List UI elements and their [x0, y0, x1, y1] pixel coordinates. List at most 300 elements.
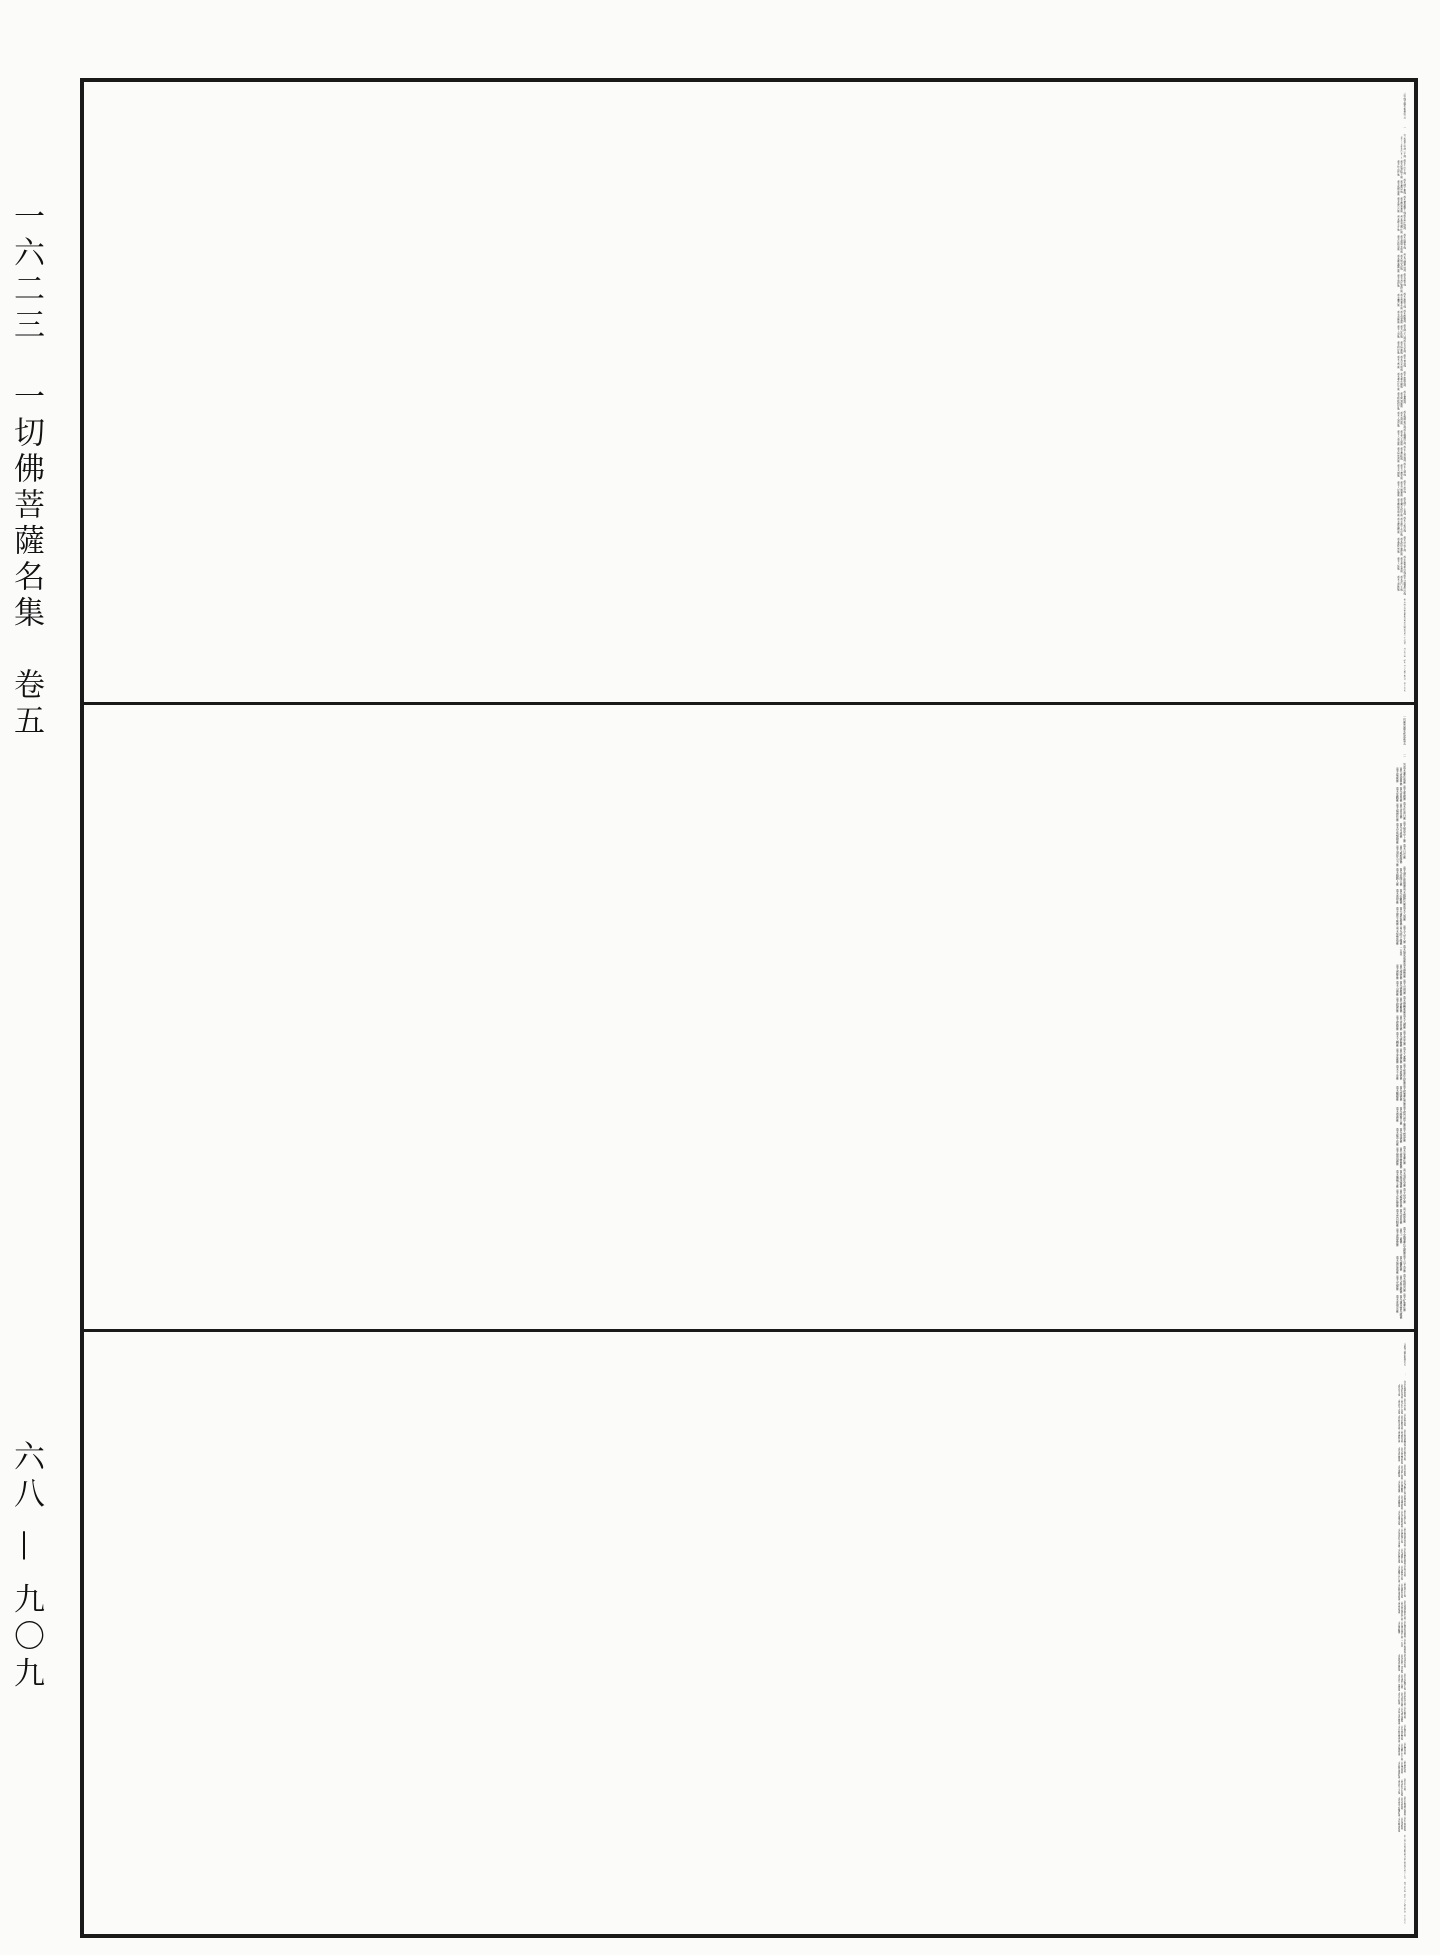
buddha-name: 南无阿須輪王佛	[1399, 160, 1403, 179]
text-column	[1397, 1725, 1406, 1743]
buddha-name: 南无好觀佛	[1399, 889, 1403, 905]
text-column	[1397, 1398, 1406, 1414]
buddha-name: 南无蓮花香佛	[1399, 556, 1403, 573]
buddha-name: 南无寶滅構佛	[1396, 517, 1400, 534]
buddha-name: 南无藏香自在佛	[1397, 1565, 1401, 1583]
buddha-name: 南无須弥身佛	[1402, 1168, 1406, 1187]
buddha-name: 南无過十光佛	[1397, 1399, 1401, 1414]
buddha-name: 南无尊乘佛	[1400, 1817, 1403, 1830]
text-column	[1397, 1548, 1406, 1565]
buddha-name: 南无德嚴佛	[1399, 980, 1403, 996]
text-column	[1397, 1429, 1406, 1446]
buddha-name: 南无燈光行佛	[1403, 1691, 1406, 1706]
buddha-name: 南无言從佛	[1403, 479, 1406, 493]
page-frame	[80, 78, 1418, 1938]
buddha-name: 南无蓮花寶光藏佛	[1399, 1294, 1403, 1319]
buddha-name: 南无善住佛	[1399, 803, 1403, 819]
buddha-name: 南无共發意佛	[1403, 1652, 1406, 1668]
text-column	[1395, 1254, 1406, 1273]
editor-credit: 利州太子寺講經論沙門德雲 集	[1400, 136, 1403, 159]
buddha-name: 南无金剛蓮花光嚴佛	[1402, 1227, 1406, 1255]
buddha-name: 南无摩德佛	[1399, 964, 1403, 980]
buddha-name: 南无安王佛	[1397, 1383, 1401, 1396]
buddha-name: 南无攝根佛	[1399, 1255, 1403, 1271]
buddha-name: 南无無量善佛	[1396, 446, 1400, 463]
buddha-name: 南无惠光佛	[1403, 1413, 1406, 1426]
buddha-name: 南无常觀佛	[1395, 787, 1399, 803]
buddha-name: 南无寶實佛	[1403, 1493, 1406, 1506]
buddha-name: 南无寶樹佛	[1400, 1480, 1403, 1493]
text-column	[1397, 1446, 1406, 1464]
buddha-name: 南无翼從樹佛	[1399, 907, 1403, 926]
text-column	[1397, 1639, 1406, 1653]
text-column	[1397, 446, 1406, 463]
buddha-name: 南无作壹行佛	[1402, 802, 1406, 821]
buddha-name: 南无梅檀宮佛	[1402, 1273, 1406, 1293]
text-column	[1395, 1274, 1406, 1293]
buddha-name: 南无種種相好佛	[1396, 391, 1400, 411]
buddha-name: 南无大好樂佛	[1396, 480, 1400, 497]
buddha-name: 南无常雨華佛	[1399, 480, 1403, 497]
buddha-name: 南无幢幢好佛	[1403, 428, 1406, 445]
colophon-line: 施主奉國上將軍加鎮軍將軍封廣平縣開國侯食邑一千户食	[1403, 1834, 1406, 1879]
buddha-name: 南无成作光佛	[1400, 1692, 1403, 1707]
volume-heading: 一切佛菩薩名集卷第五 二 勿	[1402, 715, 1406, 767]
buddha-name: 南无無量蓋佛	[1397, 1817, 1401, 1833]
buddha-name: 南无寶輪佛	[1399, 446, 1403, 461]
text-column	[1397, 1742, 1406, 1760]
text-column	[1397, 516, 1406, 536]
buddha-name: 南无蓮花德佛	[1400, 1707, 1403, 1723]
buddha-name: 南无智慧威佛	[1395, 926, 1399, 945]
subheading: 未來星宿劫一千佛	[1403, 136, 1406, 158]
buddha-name: 南无寶淨佛	[1402, 1126, 1406, 1142]
buddha-name: 南无梅檀色佛	[1395, 803, 1399, 822]
text-column	[1397, 1582, 1406, 1600]
text-column	[1397, 1527, 1406, 1547]
text-column	[1397, 1564, 1406, 1582]
buddha-name: 南无師子幢佛	[1399, 926, 1403, 945]
buddha-name: 南无寶意佛	[1399, 179, 1403, 193]
buddha-name: 南无大勇現佛	[1403, 445, 1406, 462]
text-column	[1395, 766, 1406, 785]
text-column	[1397, 324, 1406, 340]
buddha-name: 南无樹王中王佛	[1400, 1743, 1403, 1761]
text-column	[1397, 273, 1406, 293]
buddha-name: 南无寶室佛	[1402, 1207, 1406, 1223]
buddha-name: 南无摩尼珠腹佛	[1402, 866, 1406, 888]
text-column	[1397, 1414, 1406, 1430]
text-column	[1397, 214, 1406, 234]
buddha-name: 南无師子牙佛	[1396, 215, 1400, 231]
buddha-name: 南无淨懷佛	[1396, 310, 1400, 324]
buddha-name: 南无寶光佛	[1397, 1743, 1401, 1756]
buddha-name: 南无摩德佛	[1399, 1086, 1403, 1102]
buddha-name: 南无誑義佛	[1399, 310, 1403, 324]
buddha-name: 南无成辦事佛	[1396, 179, 1400, 196]
panel-1	[84, 82, 1414, 702]
buddha-name: 南无上寶蓋佛	[1403, 1816, 1406, 1831]
buddha-name: 南无無量德光王佛	[1400, 1601, 1403, 1621]
buddha-name: 南无尼拘類樹佛	[1395, 823, 1399, 845]
buddha-name: 南无衆生所樂燈佛	[1397, 1797, 1401, 1817]
buddha-name: 南无梅檀相好佛	[1403, 410, 1406, 429]
buddha-name: 南无須弥山力佛	[1395, 845, 1399, 867]
buddha-name: 南无寶從雷佛	[1396, 537, 1400, 553]
buddha-name: 南无德豐佛	[1402, 963, 1406, 979]
buddha-name: 南无衆尊聚佛	[1395, 1228, 1399, 1247]
buddha-name: 南无能仁仙佛	[1400, 1465, 1403, 1480]
buddha-name: 南无無能屈香光佛	[1403, 1527, 1406, 1547]
buddha-name: 南无等蓮花佛	[1402, 1146, 1406, 1165]
buddha-name: 南无無憂封佛	[1399, 254, 1403, 271]
buddha-name: 南无目犍連姓佛	[1403, 253, 1406, 272]
buddha-name: 南无從寶出佛	[1397, 1548, 1401, 1564]
buddha-name: 南无福德光明佛	[1399, 234, 1403, 254]
buddha-name: 南无不虛稱道佛	[1400, 1510, 1403, 1528]
text-column	[1397, 1621, 1406, 1639]
buddha-name: 南无作吉祥佛	[1396, 160, 1400, 176]
buddha-name: 南无德養佛	[1399, 1031, 1403, 1048]
buddha-name: 南无無量類佛	[1400, 1725, 1403, 1741]
buddha-name: 南无師子口佛	[1403, 323, 1406, 340]
text-column	[1397, 1760, 1406, 1778]
buddha-name: 南无由寶蓮花德佛	[1403, 1796, 1406, 1816]
buddha-name: 南无過上歩佛	[1397, 1779, 1401, 1794]
buddha-name: 南无無畏相好佛	[1403, 555, 1406, 574]
text-column	[1397, 1778, 1406, 1796]
buddha-name: 南无普現光佛	[1395, 1294, 1399, 1313]
buddha-name: 南无大香熏佛	[1396, 429, 1400, 446]
text-column	[1395, 906, 1406, 925]
buddha-name: 南无無深濁佛	[1399, 1170, 1403, 1189]
buddha-name: 南无無量聚會佛	[1397, 1725, 1401, 1743]
buddha-name: 南无雜勝人佛	[1395, 868, 1399, 887]
volume-heading: 一切佛菩薩名集卷第五 一 勿	[1403, 92, 1406, 137]
text-column	[1395, 925, 1406, 944]
buddha-name: 南无尊德佛	[1395, 1107, 1399, 1123]
text-column	[1395, 802, 1406, 821]
buddha-name: 南无寶花制德佛	[1403, 1620, 1406, 1638]
buddha-name: 南无寶礙佛	[1397, 1621, 1401, 1634]
buddha-name: 南无江仙佛	[1397, 1692, 1401, 1705]
buddha-name: 南无莊嚴一切意佛	[1400, 1654, 1403, 1674]
text-column	[1395, 1014, 1406, 1030]
buddha-name: 南无蓮花化生佛	[1396, 372, 1400, 391]
buddha-name: 南无寶明佛	[1403, 1760, 1406, 1773]
buddha-name: 南无梵王德佛	[1399, 429, 1403, 446]
buddha-name: 南无王中王佛	[1403, 158, 1406, 175]
buddha-name: 南无大相好佛	[1403, 516, 1406, 533]
page-number: 六八 — 九〇九	[8, 1440, 44, 1694]
buddha-name: 南无出須弥山頂佛	[1397, 1528, 1401, 1548]
buddha-name: 南无梅檀香佛	[1399, 1189, 1403, 1208]
text-column	[1397, 391, 1406, 411]
buddha-name: 南无無量寶從佛	[1400, 1447, 1403, 1465]
colophon-line: 實封一伯户程 献花 母夫人廣平縣太君 妻夫人李氏	[1403, 1881, 1406, 1924]
buddha-name: 南无住惠佛	[1403, 1464, 1406, 1477]
text-column	[1395, 963, 1406, 979]
buddha-name: 南无無動佛	[1399, 340, 1403, 354]
buddha-name: 南无智華花佛	[1399, 293, 1403, 310]
buddha-name: 南无香薰光佛	[1397, 1510, 1401, 1525]
buddha-name: 南无蓮花德佛	[1397, 1447, 1401, 1462]
buddha-name: 南无尊聚佛	[1397, 1601, 1401, 1614]
buddha-name: 南无惠稱佛	[1397, 1465, 1401, 1478]
buddha-name: 南无無限高佛	[1403, 370, 1406, 387]
buddha-name: 南无絶衆生疑佛	[1402, 1063, 1406, 1085]
buddha-name: 南无山王身佛	[1402, 1254, 1406, 1273]
text-column	[1397, 292, 1406, 309]
buddha-name: 南无大地佛	[1396, 556, 1400, 570]
text-column	[1397, 1600, 1406, 1620]
buddha-name: 南无無量德燈佛	[1397, 1761, 1401, 1779]
text-column	[1395, 1047, 1406, 1063]
buddha-name: 南无大轉佛	[1395, 1031, 1399, 1048]
buddha-name: 南无分檀寶從好佛	[1403, 573, 1406, 596]
buddha-name: 南无無畏識佛	[1395, 1147, 1399, 1166]
buddha-name: 南无大蓋佛	[1402, 1047, 1406, 1063]
buddha-name: 南无淨行王佛	[1399, 575, 1403, 592]
text-column	[1397, 178, 1406, 195]
buddha-name: 南无威懷歩佛	[1403, 233, 1406, 250]
buddha-name: 南无網光佛	[1400, 1430, 1403, 1443]
text-column	[1397, 253, 1406, 273]
buddha-name: 南无香象佛	[1399, 1209, 1403, 1225]
buddha-name: 南无雜惡稱佛	[1400, 1495, 1403, 1510]
buddha-name: 南无好結佛	[1399, 325, 1403, 339]
buddha-name: 南无相好翼從佛	[1399, 537, 1403, 556]
buddha-name: 南无日空佛	[1402, 844, 1406, 860]
buddha-name: 南无師子花好佛	[1399, 517, 1403, 536]
buddha-name: 南无紅蓮花佛	[1402, 1293, 1406, 1312]
buddha-name: 南无寶樹佛	[1395, 1015, 1399, 1031]
buddha-name: 南无寶聚佛	[1399, 997, 1403, 1013]
volume-heading: 一切佛菩薩名集卷第五 三 勿	[1403, 1342, 1406, 1383]
buddha-name: 南无金寶光佛	[1399, 463, 1403, 480]
buddha-name: 南无法室佛	[1403, 1398, 1406, 1411]
text-column	[1397, 480, 1406, 497]
buddha-name: 南无等德佛	[1399, 1128, 1403, 1144]
buddha-name: 南无蓮花幢佛	[1399, 372, 1403, 388]
text-column	[1395, 1227, 1406, 1254]
panel-3	[84, 1329, 1414, 1934]
text-column	[1397, 574, 1406, 595]
buddha-name: 南无大遊戲佛	[1396, 575, 1400, 592]
buddha-name: 南无香爲佛	[1403, 353, 1406, 368]
buddha-name: 南无德王光佛	[1400, 1674, 1403, 1689]
buddha-name: 南无善住寶燈佛	[1399, 273, 1403, 293]
text-column	[1395, 888, 1406, 906]
buddha-name: 南无須弥身佛	[1400, 1383, 1403, 1399]
text-column	[1395, 1169, 1406, 1188]
buddha-name: 南无無底威佛	[1402, 944, 1406, 964]
buddha-name: 南无獨揮光明佛	[1396, 497, 1400, 517]
text-column	[1397, 195, 1406, 213]
buddha-name: 南无大海意佛	[1396, 411, 1400, 428]
text-column	[1395, 1085, 1406, 1106]
text-column	[1397, 354, 1406, 371]
buddha-name: 南无種種無量行佛	[1403, 1600, 1406, 1620]
buddha-name: 南无持戒王佛	[1403, 535, 1406, 552]
buddha-name: 南无須弥山光佛	[1400, 1779, 1403, 1797]
buddha-name: 南无大淨佛	[1396, 325, 1400, 339]
text-column	[1397, 463, 1406, 480]
buddha-name: 南无天網佛	[1396, 463, 1400, 478]
buddha-name: 南无在花聚佛	[1395, 1189, 1399, 1208]
text-column	[1395, 844, 1406, 867]
text-column	[1397, 1509, 1406, 1527]
buddha-name: 南无相好佛	[1396, 340, 1400, 354]
buddha-name: 南无出現佛	[1402, 979, 1406, 995]
buddha-name: 南无華嚴佛	[1402, 785, 1406, 801]
buddha-name: 南无寶身佛	[1403, 1742, 1406, 1755]
buddha-name: 南无無量惠成佛	[1397, 1583, 1401, 1601]
buddha-name: 南无服德佛	[1395, 997, 1399, 1013]
buddha-name: 南无幡幢佛	[1395, 1086, 1399, 1102]
text-column	[1395, 980, 1406, 996]
buddha-name: 南无常光明佛	[1399, 355, 1403, 371]
text-column	[1395, 1293, 1406, 1319]
buddha-name: 南无智慧國住佛	[1399, 215, 1403, 234]
buddha-name: 南无香光佛	[1403, 1564, 1406, 1577]
colophon-line: 封一伯户程 献花 母夫人廣平縣太君 妻夫人李氏	[1403, 647, 1406, 692]
buddha-name: 南无普蓋佛	[1395, 1048, 1399, 1064]
buddha-name: 南无無常中上佛	[1402, 821, 1406, 843]
text-column	[1397, 309, 1406, 323]
buddha-name: 一百竟	[1400, 1639, 1403, 1647]
text-column	[1397, 1480, 1406, 1494]
buddha-name: 南无無量寶蓋佛	[1399, 1147, 1403, 1169]
buddha-name: 南无德臂佛	[1395, 964, 1399, 980]
text-column	[1395, 867, 1406, 888]
buddha-name: 南无從寶出德佛	[1403, 1547, 1406, 1565]
buddha-name: 南无月威佛	[1399, 823, 1403, 839]
text-column	[1395, 945, 1406, 963]
buddha-name: 南无雜勝伏佛	[1402, 887, 1406, 906]
buddha-name: 南无阿竭鬘佛	[1399, 391, 1403, 408]
text-column	[1397, 371, 1406, 391]
buddha-name: 南无普悲佛	[1402, 1030, 1406, 1046]
buddha-name: 南无世音佛	[1403, 1778, 1406, 1791]
text-column	[1397, 1691, 1406, 1707]
text-column	[1395, 1127, 1406, 1146]
text-column	[1395, 996, 1406, 1014]
buddha-name: 南无作際佛	[1400, 1797, 1403, 1810]
buddha-name: 南无香爲佛	[1399, 787, 1403, 803]
buddha-name: 南无寶蓮花勇佛	[1402, 1084, 1406, 1106]
buddha-name: 南无慧蓮花德佛	[1397, 1707, 1401, 1725]
buddha-name: 南无寶花制王佛	[1400, 1621, 1403, 1639]
text-column	[1397, 556, 1406, 574]
buddha-name: 南无稱遠方佛	[1400, 1565, 1403, 1580]
text-column	[1397, 429, 1406, 446]
buddha-name: 南无月光佛	[1403, 339, 1406, 353]
text-column	[1395, 1146, 1406, 1169]
text-column	[1397, 1494, 1406, 1510]
buddha-name: 南无大海佛	[1402, 905, 1406, 922]
text-column	[1397, 340, 1406, 354]
buddha-name: 南无無比辯佛	[1403, 213, 1406, 230]
buddha-name: 南无光輪成王佛	[1403, 1673, 1406, 1691]
buddha-name: 南无千近佛	[1395, 1064, 1399, 1081]
buddha-name: 南无出十光佛	[1400, 1399, 1403, 1414]
buddha-name: 南无尊聚佛	[1400, 1761, 1403, 1774]
buddha-name: 南无獨稱王佛	[1395, 1170, 1399, 1189]
buddha-name: 南无大德佛	[1403, 462, 1406, 476]
buddha-name: 南无名稱王佛	[1403, 1509, 1406, 1524]
buddha-name: 南无龍威佛	[1395, 767, 1399, 783]
buddha-name: 南无寶智佛	[1397, 1430, 1401, 1443]
buddha-name: 南无魔天相好佛	[1399, 497, 1403, 517]
buddha-name: 南无無量光佛	[1397, 1414, 1401, 1430]
buddha-name: 南无威相勝佛	[1399, 845, 1403, 864]
text-column	[1395, 786, 1406, 802]
text-column	[1395, 1188, 1406, 1207]
buddha-name: 南无大講佛	[1402, 1014, 1406, 1030]
buddha-name: 南无無際光佛	[1400, 1583, 1403, 1598]
buddha-name: 南无無量淨佛	[1403, 1446, 1406, 1461]
buddha-name: 南无放捨華佛	[1399, 767, 1403, 786]
buddha-name: 南无月鎧明佛	[1396, 234, 1400, 251]
buddha-name: 南无勇捍佛	[1396, 273, 1400, 288]
buddha-name: 南无車乘佛	[1397, 1480, 1401, 1493]
buddha-name: 南无天中天佛	[1402, 925, 1406, 944]
buddha-name: 南无無畏佛	[1403, 1706, 1406, 1719]
buddha-name: 南无寶嚴佛	[1403, 390, 1406, 404]
buddha-name: 南无高雷音佛	[1396, 196, 1400, 213]
text-column	[1397, 1653, 1406, 1673]
text-column	[1395, 822, 1406, 845]
buddha-name: 南无師子上香佛	[1403, 496, 1406, 516]
buddha-name: 南无意智佛	[1403, 272, 1406, 286]
buddha-name: 南无寶德佛	[1399, 1048, 1403, 1064]
buddha-name: 南无散衆畏佛	[1403, 1382, 1406, 1398]
buddha-name: 南无獼音佛	[1396, 293, 1400, 307]
buddha-name: 南无蓋蓮花寶佛	[1397, 1654, 1401, 1671]
text-column	[1395, 1106, 1406, 1127]
buddha-name: 一百竟	[1399, 946, 1403, 956]
text-column	[1395, 1031, 1406, 1047]
buddha-name: 南无衆強王佛	[1400, 1528, 1403, 1543]
text-column	[1397, 536, 1406, 556]
buddha-name: 南无勇捍佛	[1395, 889, 1399, 905]
buddha-name: 南无無能屈聲佛	[1403, 1429, 1406, 1447]
text-column	[1397, 1673, 1406, 1691]
buddha-name: 南无蓮花威佛	[1402, 766, 1406, 785]
buddha-name: 南无山德佛	[1395, 980, 1399, 996]
buddha-name: 南无不虛稱佛	[1403, 1638, 1406, 1653]
buddha-name: 南无無限力佛	[1403, 292, 1406, 309]
margin-title: 一六二三 一切佛菩薩名集 卷五	[8, 200, 44, 740]
buddha-name: 南无雷目眼佛	[1395, 1209, 1399, 1228]
buddha-name: 南无金剛王佛	[1399, 868, 1403, 887]
buddha-name: 南无無能威佛	[1395, 1255, 1399, 1274]
buddha-name: 南无普見佛	[1399, 1015, 1403, 1031]
buddha-name: 南无最德佛	[1399, 1064, 1403, 1081]
text-column	[1395, 1064, 1406, 1085]
buddha-name: 南无惠滿聲慧佛	[1396, 254, 1400, 273]
buddha-name: 南无光網佛	[1395, 1275, 1399, 1291]
buddha-name: 南无一蓋佛	[1399, 1228, 1403, 1244]
buddha-name: 南无寶娑羅王佛	[1403, 195, 1406, 214]
text-column	[1397, 159, 1406, 179]
text-column	[1397, 1464, 1406, 1480]
text-column	[1397, 410, 1406, 428]
buddha-name: 南无寶月德王佛	[1402, 1105, 1406, 1127]
buddha-name: 南无龍中密佛	[1395, 1128, 1399, 1147]
buddha-name: 南无放光佛	[1402, 1188, 1406, 1204]
